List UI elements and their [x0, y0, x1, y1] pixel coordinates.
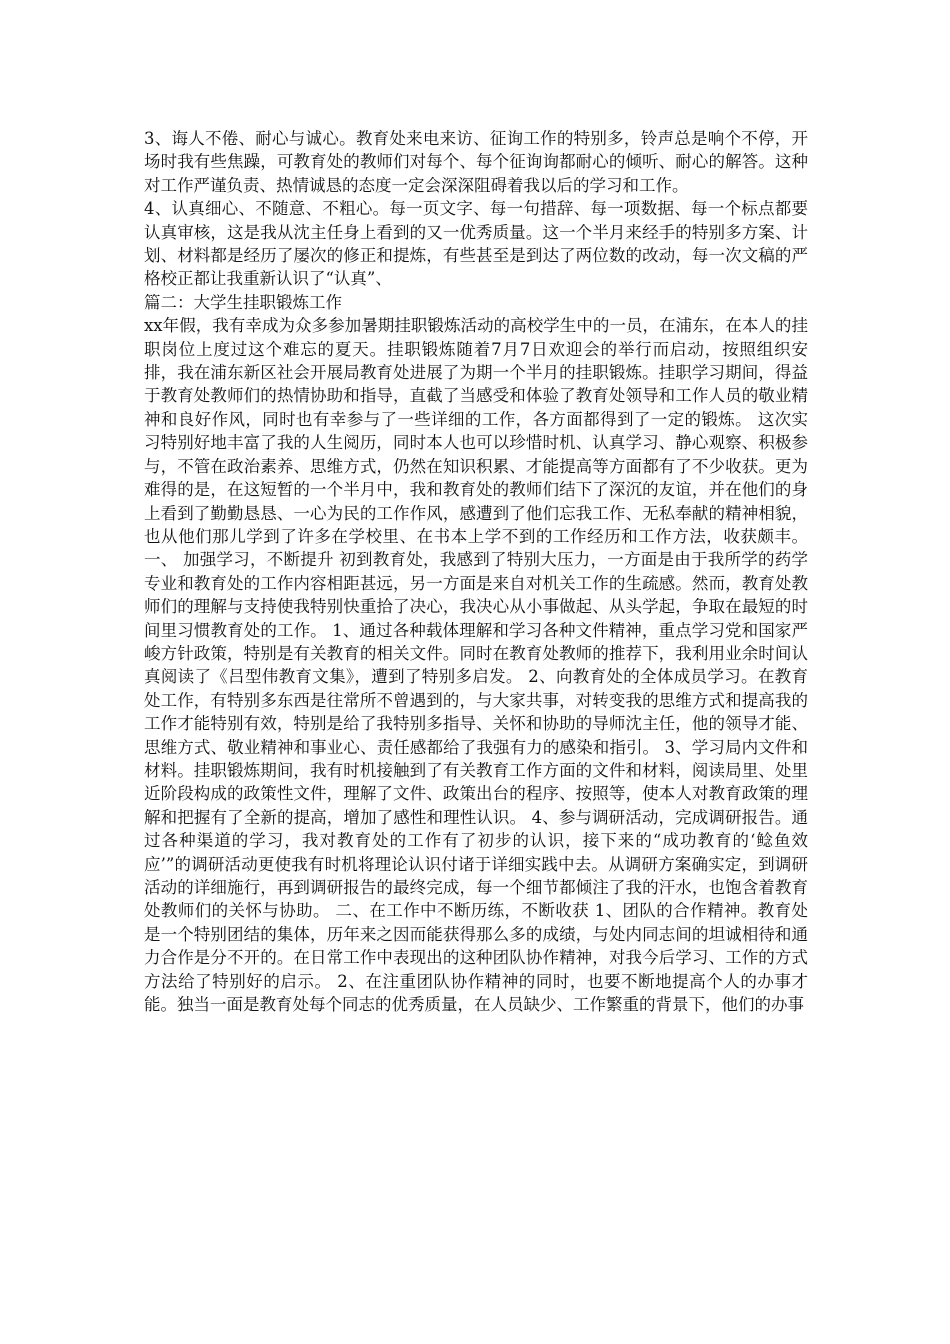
body-text: xx年假，我有幸成为众多参加暑期挂职锻炼活动的高校学生中的一员，在浦东，在本人的挂职岗位上度过这个难忘的夏天。挂职锻炼随着7月7日欢迎会的举行而启动，按照组织安排，我在浦东新区社会开展局教育处进展了为期一个半月的挂职锻炼。挂职学习期间，得益于教育处教师们的热情协助和指导，直截了当感受和体验了教育处领导和工作人员的敬业精神和良好作风，同时也有幸参与了一些详细的工作，各方面都得到了一定的锻炼。 这次实习特别好地丰富了我的人生阅历，同时本人也可以珍惜时机、认真学习、静心观察、积极参与，不管在政治素养、思维方式，仍然在知识积累、才能提高等方面都有了不少收获。更为难得的是，在这短暂的一个半月中，我和教育处的教师们结下了深沉的友谊，并在他们的身上看到了勤勤恳恳、一心为民的工作作风，感遭到了他们忘我工作、无私奉献的精神相貌，也从他们那儿学到了许多在学校里、在书本上学不到的工作经历和工作方法，收获颇丰。 一、 加强学习，不断提升 初到教育处，我感到了特别大压力，一方面是由于我所学的药学专业和教育处的工作内容相距甚远，另一方面是来自对机关工作的生疏感。然而，教育处教师们的理解与支持使我特别快重拾了决心，我决心从小事做起、从头学起，争取在最短的时间里习惯教育处的工作。 1、通过各种载体理解和学习各种文件精神，重点学习党和国家严峻方针政策，特别是有关教育的相关文件。同时在教育处教师的推荐下，我利用业余时间认真阅读了《吕型伟教育文集》，遭到了特别多启发。 2、向教育处的全体成员学习。在教育处工作，有特别多东西是往常所不曾遇到的，与大家共事，对转变我的思维方式和提高我的工作才能特别有效，特别是给了我特别多指导、关怀和协助的导师沈主任，他的领导才能、思维方式、敬业精神和事业心、责任感都给了我强有力的感染和指引。 3、学习局内文件和材料。挂职锻炼期间，我有时机接触到了有关教育工作方面的文件和材料，阅读局里、处里近阶段构成的政策性文件，理解了文件、政策出台的程序、按照等，使本人对教育政策的理解和把握有了全新的提高，增加了感性和理性认识。 4、参与调研活动，完成调研报告。通过各种渠道的学习，我对教育处的工作有了初步的认识，接下来的“成功教育的‘鲶鱼效应’”的调研活动更使我有时机将理论认识付诸于详细实践中去。从调研方案确实定，到调研活动的详细施行，再到调研报告的最终完成，每一个细节都倾注了我的汗水，也饱含着教育处教师们的关怀与协助。 二、在工作中不断历练，不断收获 1、团队的合作精神。教育处是一个特别团结的集体，历年来之因而能获得那么多的成绩，与处内同志间的坦诚相待和通力合作是分不开的。在日常工作中表现出的这种团队协作精神，对我今后学习、工作的方式方法给了特别好的启示。 2、在注重团队协作精神的同时，也要不断地提高个人的办事才能。独当一面是教育处每个同志的优秀质量，在人员缺少、工作繁重的背景下，他们的办事 — [144, 316, 808, 1015]
paragraph-3: 3、诲人不倦、耐心与诚心。教育处来电来访、征询工作的特别多，铃声总是响个不停，开场时我有些焦躁，可教育处的教师们对每个、每个征询询都耐心的倾听、耐心的解答。这种对工作严谨负责、热情诚恳的态度一定会深深阻碍着我以后的学习和工作。 — [144, 129, 808, 195]
section-heading: 篇二：大学生挂职锻炼工作 — [144, 292, 342, 312]
paragraph-4: 4、认真细心、不随意、不粗心。每一页文字、每一句措辞、每一项数据、每一个标点都要认真审核，这是我从沈主任身上看到的又一优秀质量。这一个半月来经手的特别多方案、计划、材料都是经历了屡次的修正和提炼，有些甚至是到达了两位数的改动，每一次文稿的严格校正都让我重新认识了“认真”、 — [144, 199, 808, 289]
document-page — [144, 127, 808, 1016]
